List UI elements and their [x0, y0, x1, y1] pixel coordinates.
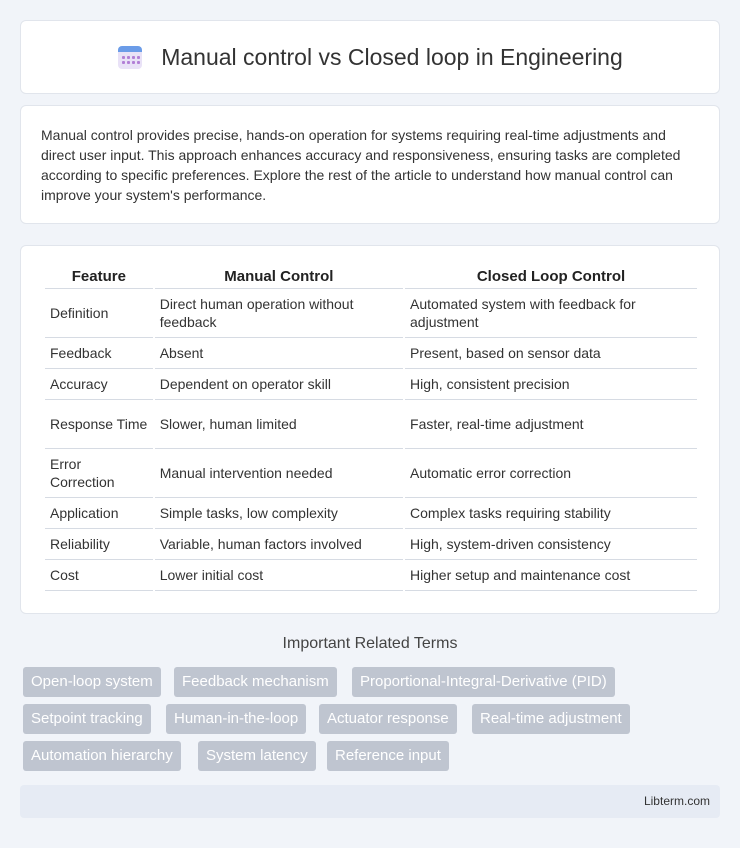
intro-text: Manual control provides precise, hands-on operation for systems requiring real-time adjustments and direct user input. This approach enhances accuracy and responsiveness, ensuring tasks are completed according to specific preferences. Explore the rest of the article to understand how manual control can improve your system's performance. [41, 127, 681, 203]
related-terms-title: Important Related Terms [282, 635, 458, 652]
table-row [45, 449, 697, 498]
table-cell: Variable, human factors involved [155, 529, 403, 560]
table-row [45, 560, 697, 591]
table-cell: Accuracy [45, 369, 153, 400]
tag-actuator-response[interactable]: Actuator response [319, 704, 457, 734]
table-cell: Higher setup and maintenance cost [405, 560, 697, 591]
table-cell: Response Time [45, 400, 153, 449]
table-cell: Complex tasks requiring stability [405, 498, 697, 529]
table-row [45, 289, 697, 338]
header-card [20, 20, 720, 94]
table-cell: Slower, human limited [155, 400, 403, 449]
table-cell: High, system-driven consistency [405, 529, 697, 560]
table-cell: Present, based on sensor data [405, 338, 697, 369]
table-cell: Definition [45, 289, 153, 338]
header-closed-loop-control: Closed Loop Control [405, 265, 697, 289]
table-cell: Absent [155, 338, 403, 369]
table-row [45, 498, 697, 529]
table-cell: Direct human operation without feedback [155, 289, 403, 338]
table-cell: Reliability [45, 529, 153, 560]
tag-automation-hierarchy[interactable]: Automation hierarchy [23, 741, 181, 771]
tag-open-loop-system[interactable]: Open-loop system [23, 667, 161, 697]
table-header-row [45, 265, 697, 289]
calendar-icon [117, 44, 143, 70]
comparison-table-card [20, 245, 720, 614]
table-cell: Application [45, 498, 153, 529]
table-cell: Feedback [45, 338, 153, 369]
table-cell: Lower initial cost [155, 560, 403, 591]
header-manual-control: Manual Control [155, 265, 403, 289]
comparison-table [43, 265, 699, 591]
footer-site-link[interactable]: Libterm.com [643, 794, 710, 808]
table-row [45, 338, 697, 369]
table-cell: Cost [45, 560, 153, 591]
tag-pid[interactable]: Proportional-Integral-Derivative (PID) [352, 667, 615, 697]
intro-card [20, 105, 720, 224]
tag-system-latency[interactable]: System latency [198, 741, 316, 771]
table-row [45, 369, 697, 400]
header-feature: Feature [45, 265, 153, 289]
table-cell: Automated system with feedback for adjustment [405, 289, 697, 338]
table-cell: High, consistent precision [405, 369, 697, 400]
tag-feedback-mechanism[interactable]: Feedback mechanism [174, 667, 337, 697]
page-title: Manual control vs Closed loop in Engineering [161, 43, 623, 70]
table-row [45, 529, 697, 560]
tag-human-in-the-loop[interactable]: Human-in-the-loop [166, 704, 306, 734]
footer [20, 785, 720, 818]
table-cell: Simple tasks, low complexity [155, 498, 403, 529]
tag-reference-input[interactable]: Reference input [327, 741, 449, 771]
table-cell: Manual intervention needed [155, 449, 403, 498]
table-row [45, 400, 697, 449]
tag-real-time-adjustment[interactable]: Real-time adjustment [472, 704, 630, 734]
tag-setpoint-tracking[interactable]: Setpoint tracking [23, 704, 151, 734]
table-cell: Dependent on operator skill [155, 369, 403, 400]
table-cell: Faster, real-time adjustment [405, 400, 697, 449]
table-cell: Error Correction [45, 449, 153, 498]
table-cell: Automatic error correction [405, 449, 697, 498]
